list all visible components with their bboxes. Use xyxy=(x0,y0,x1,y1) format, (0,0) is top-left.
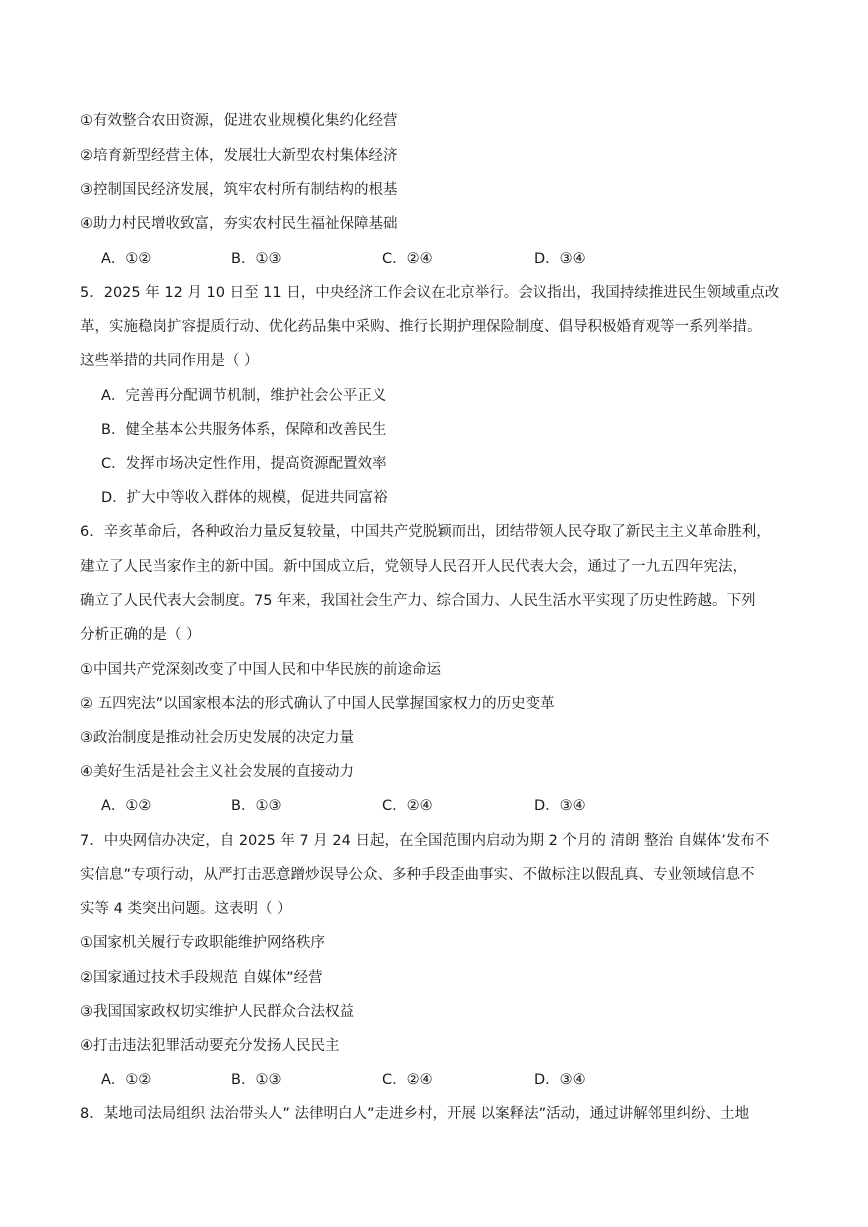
q5-stem-line-3: 这些举措的共同作用是（ ） xyxy=(80,353,259,369)
q7-stem-line-1: 7．中央网信办决定，自 2025 年 7 月 24 日起，在全国范围内启动为期 2 个月的 清朗 整治 自媒体’发布不 xyxy=(80,833,770,849)
q6-stem-line-4: 分析正确的是（ ） xyxy=(80,627,201,643)
q5-stem-line-2: 革，实施稳岗扩容提质行动、优化药品集中采购、推行长期护理保险制度、倡导积极婚育观等一系列举措。 xyxy=(80,319,762,335)
q7-item-4: ④打击违法犯罪活动要充分发扬人民民主 xyxy=(80,1038,340,1054)
q4-item-1: ①有效整合农田资源，促进农业规模化集约化经营 xyxy=(80,113,398,129)
q5-option-a: A．完善再分配调节机制，维护社会公平正义 xyxy=(101,388,387,404)
q6-choice-d: D．③④ xyxy=(534,798,586,814)
q7-choice-c: C．②④ xyxy=(382,1072,433,1088)
q8-stem-line-1: 8．某地司法局组织 法治带头人” 法律明白人”走进乡村，开展 以案释法”活动，通过讲解邻里纠纷、土地 xyxy=(80,1106,750,1122)
q7-item-3: ③我国国家政权切实维护人民群众合法权益 xyxy=(80,1004,354,1020)
q7-stem-line-3: 实等 4 类突出问题。这表明（ ） xyxy=(80,901,292,917)
q4-item-2: ②培育新型经营主体，发展壮大新型农村集体经济 xyxy=(80,148,398,164)
q5-option-c: C．发挥市场决定性作用，提高资源配置效率 xyxy=(101,456,387,472)
q6-item-4: ④美好生活是社会主义社会发展的直接动力 xyxy=(80,764,354,780)
q4-choice-c: C．②④ xyxy=(382,251,433,267)
q7-item-2: ②国家通过技术手段规范 自媒体”经营 xyxy=(80,970,323,986)
q4-choice-a: A．①② xyxy=(101,251,152,267)
q6-item-3: ③政治制度是推动社会历史发展的决定力量 xyxy=(80,730,354,746)
q5-option-b: B．健全基本公共服务体系，保障和改善民生 xyxy=(101,422,387,438)
q4-item-4: ④助力村民增收致富，夯实农村民生福祉保障基础 xyxy=(80,216,398,232)
q6-choice-a: A．①② xyxy=(101,798,152,814)
q5-option-d: D．扩大中等收入群体的规模，促进共同富裕 xyxy=(101,490,388,506)
q4-choice-d: D．③④ xyxy=(534,251,586,267)
q6-choice-c: C．②④ xyxy=(382,798,433,814)
q7-choice-d: D．③④ xyxy=(534,1072,586,1088)
q5-stem-line-1: 5．2025 年 12 月 10 日至 11 日，中央经济工作会议在北京举行。会议指出，我国持续推进民生领域重点改 xyxy=(80,285,780,301)
q7-stem-line-2: 实信息”专项行动，从严打击恶意蹭炒误导公众、多种手段歪曲事实、不做标注以假乱真、专业领域信息不 xyxy=(80,867,755,883)
q7-choice-b: B．①③ xyxy=(231,1072,282,1088)
q6-stem-line-2: 建立了人民当家作主的新中国。新中国成立后，党领导人民召开人民代表大会，通过了一九五四年宪法， xyxy=(80,559,747,575)
q6-choice-b: B．①③ xyxy=(231,798,282,814)
q7-item-1: ①国家机关履行专政职能维护网络秩序 xyxy=(80,935,325,951)
q4-item-3: ③控制国民经济发展，筑牢农村所有制结构的根基 xyxy=(80,182,398,198)
q6-item-2: ② 五四宪法”以国家根本法的形式确认了中国人民掌握国家权力的历史变革 xyxy=(80,696,555,712)
q7-choice-a: A．①② xyxy=(101,1072,152,1088)
q6-item-1: ①中国共产党深刻改变了中国人民和中华民族的前途命运 xyxy=(80,662,441,678)
q6-stem-line-1: 6．辛亥革命后，各种政治力量反复较量，中国共产党脱颖而出，团结带领人民夺取了新民主主义革命胜利， xyxy=(80,524,771,540)
q4-choice-b: B．①③ xyxy=(231,251,282,267)
q6-stem-line-3: 确立了人民代表大会制度。75 年来，我国社会生产力、综合国力、人民生活水平实现了历史性跨越。下列 xyxy=(80,593,756,609)
